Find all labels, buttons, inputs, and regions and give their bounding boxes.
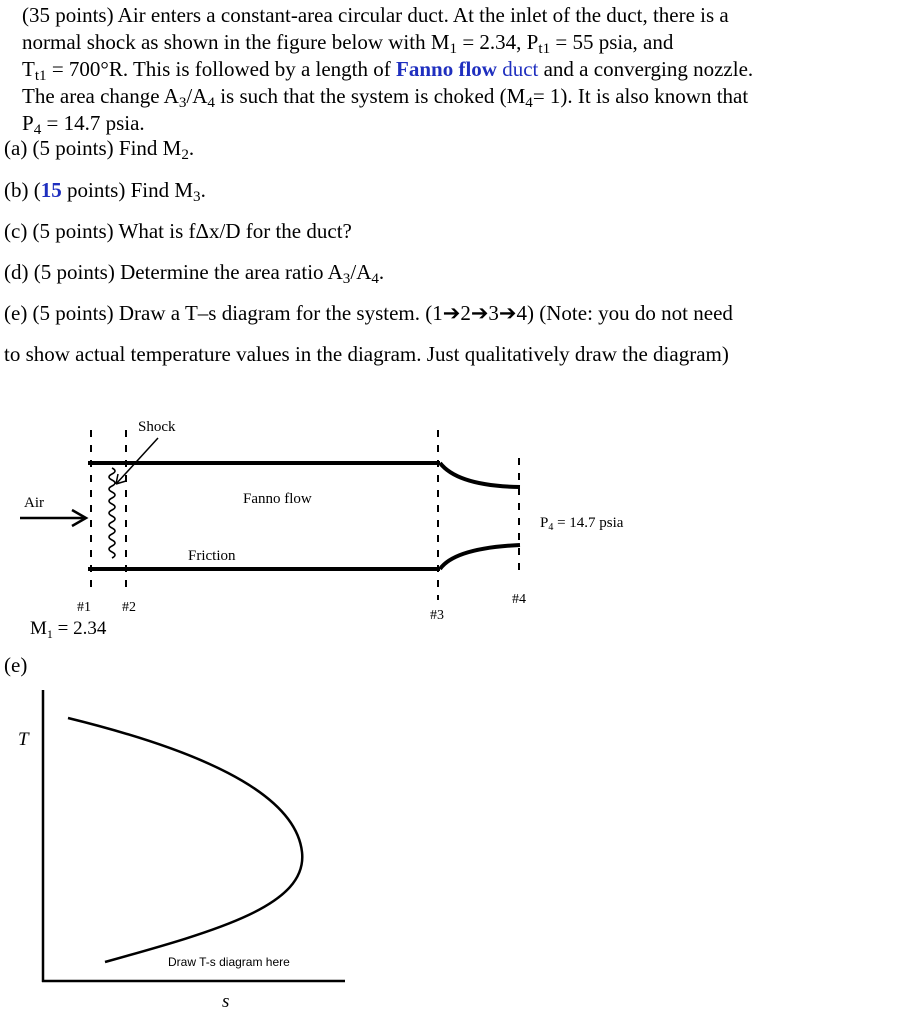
problem-text: T (22, 57, 35, 81)
part-text: (b) ( (4, 178, 41, 202)
problem-text: is such that the system is choked (M (214, 84, 526, 108)
friction-label: Friction (188, 548, 236, 564)
nozzle-top-wall (440, 463, 520, 487)
subscript: t1 (538, 40, 551, 57)
p4-value: = 14.7 psia (553, 515, 624, 531)
station-2-label: #2 (122, 600, 136, 615)
s-axis-label: s (222, 991, 230, 1012)
problem-text: = 700°R. This is followed by a length of (46, 57, 397, 81)
problem-text: normal shock as shown in the figure below with M (22, 30, 450, 54)
subscript: 3 (342, 270, 351, 287)
m1-label (30, 618, 107, 641)
problem-text: (35 points) Air enters a constant-area circular duct. At the inlet of the duct, there is a (22, 3, 729, 27)
subscript: 4 (207, 94, 215, 111)
station-3-label: #3 (430, 608, 444, 623)
problem-text: = 1). It is also known that (532, 84, 749, 108)
part-text: . (378, 260, 385, 284)
station-1-label: #1 (77, 600, 91, 615)
m1-subscript: 1 (46, 627, 53, 641)
subscript: 2 (181, 146, 189, 163)
subscript: 4 (371, 270, 379, 287)
part-text: . (200, 178, 206, 202)
subscript: 4 (525, 94, 533, 111)
subscript: 1 (449, 40, 458, 57)
part-text: (c) (5 points) What is fΔx/D for the duct? (4, 219, 352, 243)
problem-text: = 14.7 psia. (41, 111, 145, 135)
problem-text: = 2.34, P (457, 30, 539, 54)
t-axis-label: T (18, 729, 29, 750)
problem-text: and a converging nozzle. (538, 57, 754, 81)
p4-symbol: P (540, 515, 549, 531)
subscript: t1 (34, 67, 47, 84)
part-text: /A (350, 260, 372, 284)
m1-value: = 2.34 (52, 618, 107, 639)
ts-curve (68, 718, 302, 962)
shock-label: Shock (138, 419, 176, 435)
subscript: 3 (178, 94, 187, 111)
fanno-flow-highlight: Fanno flow (396, 57, 497, 81)
part-text: (e) (5 points) Draw a T–s diagram for the system. (1➔2➔3➔4) (Note: you do not need (4, 301, 733, 325)
part-text: points) Find M (61, 178, 194, 202)
ts-hint: Draw T-s diagram here (168, 955, 290, 969)
part-text: (a) (5 points) Find M (4, 136, 182, 160)
air-label: Air (24, 495, 44, 511)
p4-subscript: 4 (548, 522, 554, 533)
part-text: to show actual temperature values in the diagram. Just qualitatively draw the diagram) (4, 342, 729, 366)
duct-highlight: duct (496, 57, 539, 81)
fanno-flow-label: Fanno flow (243, 491, 312, 507)
subscript: 3 (193, 188, 201, 205)
m1-symbol: M (30, 618, 47, 639)
station-4-label: #4 (512, 592, 526, 607)
problem-text: = 55 psia, and (550, 30, 674, 54)
part-text: . (188, 136, 195, 160)
shock-wave-icon (109, 468, 115, 558)
problem-text: /A (186, 84, 208, 108)
ts-part-label: (e) (4, 653, 28, 677)
problem-text: The area change A (22, 84, 179, 108)
part-text: (d) (5 points) Determine the area ratio A (4, 260, 343, 284)
p4-label (540, 515, 624, 533)
nozzle-bottom-wall (440, 545, 520, 569)
subscript: 4 (33, 121, 42, 138)
points-highlight: 15 (40, 178, 62, 202)
problem-text: P (22, 111, 34, 135)
